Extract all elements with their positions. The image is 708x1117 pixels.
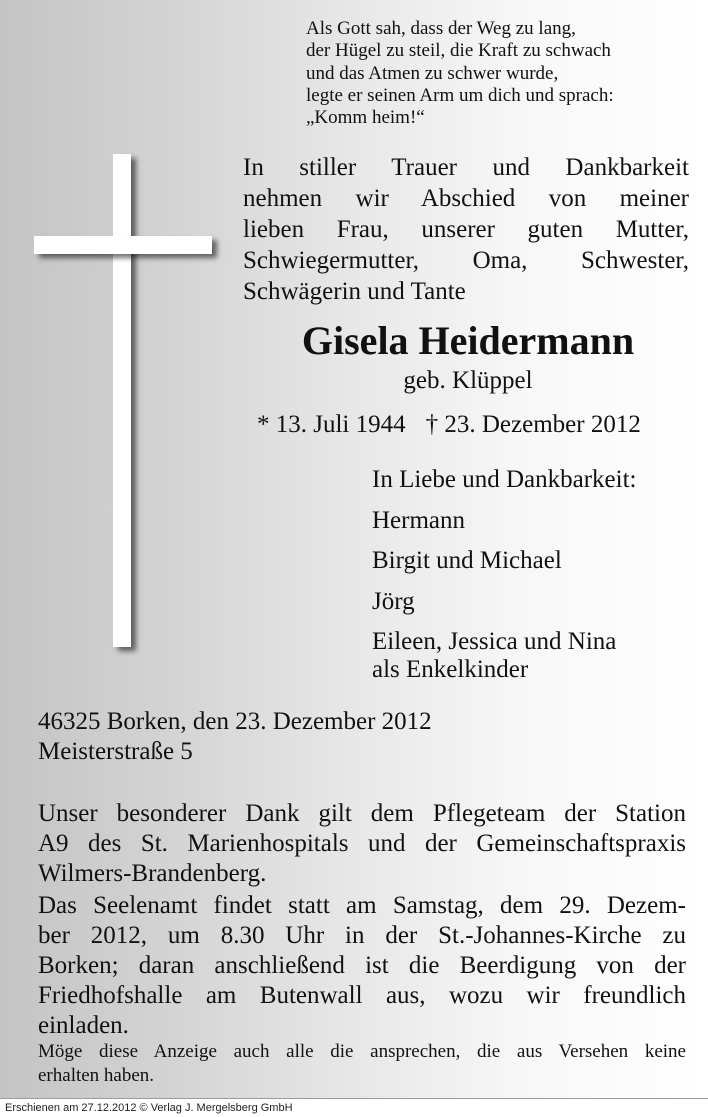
poem [306, 18, 701, 129]
poem-line: Als Gott sah, dass der Weg zu lang, [306, 18, 576, 39]
service-line: Friedhofshalle am Butenwall aus, wozu wir freundlich [38, 982, 686, 1009]
life-dates [257, 410, 687, 440]
service-line: Das Seelenamt findet statt am Samstag, dem 29. Dezem- [38, 892, 686, 919]
thanks-line: Unser besonderer Dank gilt dem Pflegeteam der Station [38, 800, 686, 827]
place-date: 46325 Borken, den 23. Dezember 2012 [38, 708, 432, 735]
notice-paragraph [38, 1040, 686, 1088]
mourner-name: Birgit und Michael [372, 547, 562, 574]
publication-footer: Erschienen am 27.12.2012 © Verlag J. Mergelsberg GmbH [0, 1098, 708, 1117]
thanks-line: Wilmers-Brandenberg. [38, 860, 267, 887]
thanks-line: A9 des St. Marienhospitals und der Gemeinschaftspraxis [38, 830, 686, 857]
intro-line: In stiller Trauer und Dankbarkeit [243, 154, 689, 181]
poem-line: der Hügel zu steil, die Kraft zu schwach [306, 40, 611, 62]
birth-date: * 13. Juli 1944 [257, 411, 406, 438]
intro-line: lieben Frau, unserer guten Mutter, [243, 216, 689, 243]
grandchildren-note: als Enkelkinder [372, 656, 529, 683]
street-address: Meisterstraße 5 [38, 738, 193, 765]
intro-line: nehmen wir Abschied von meiner [243, 185, 689, 212]
service-line: Borken; daran anschließend ist die Beerdigung von der [38, 952, 686, 979]
mourners-heading: In Liebe und Dankbarkeit: [372, 466, 637, 493]
notice-line: Möge diese Anzeige auch alle die ansprechen, die aus Versehen keine [38, 1041, 686, 1062]
cross-vertical-beam [113, 154, 131, 647]
mourner-name: Jörg [372, 587, 415, 615]
service-line: ber 2012, um 8.30 Uhr in der St.-Johannes-Kirche zu [38, 922, 686, 949]
mourner-name: Hermann [372, 506, 466, 534]
address-block [38, 707, 558, 767]
intro-text [243, 152, 689, 307]
maiden-name: geb. Klüppel [403, 367, 533, 394]
notice-line: erhalten haben. [38, 1065, 155, 1086]
poem-line: und das Atmen zu schwer wurde, [306, 62, 559, 84]
service-line: einladen. [38, 1012, 129, 1039]
cross-horizontal-beam [34, 236, 212, 254]
poem-line: „Komm heim!“ [306, 107, 425, 129]
grandchildren-names: Eileen, Jessica und Nina [372, 628, 617, 655]
mourners-list [372, 466, 692, 684]
thanks-paragraph [38, 799, 686, 889]
deceased-name: Gisela Heidermann [301, 318, 635, 363]
intro-line: Schwiegermutter, Oma, Schwester, [243, 247, 689, 274]
death-date: † 23. Dezember 2012 [425, 411, 641, 438]
service-paragraph [38, 891, 686, 1041]
poem-line: legte er seinen Arm um dich und sprach: [306, 84, 614, 106]
intro-line: Schwägerin und Tante [243, 278, 466, 305]
